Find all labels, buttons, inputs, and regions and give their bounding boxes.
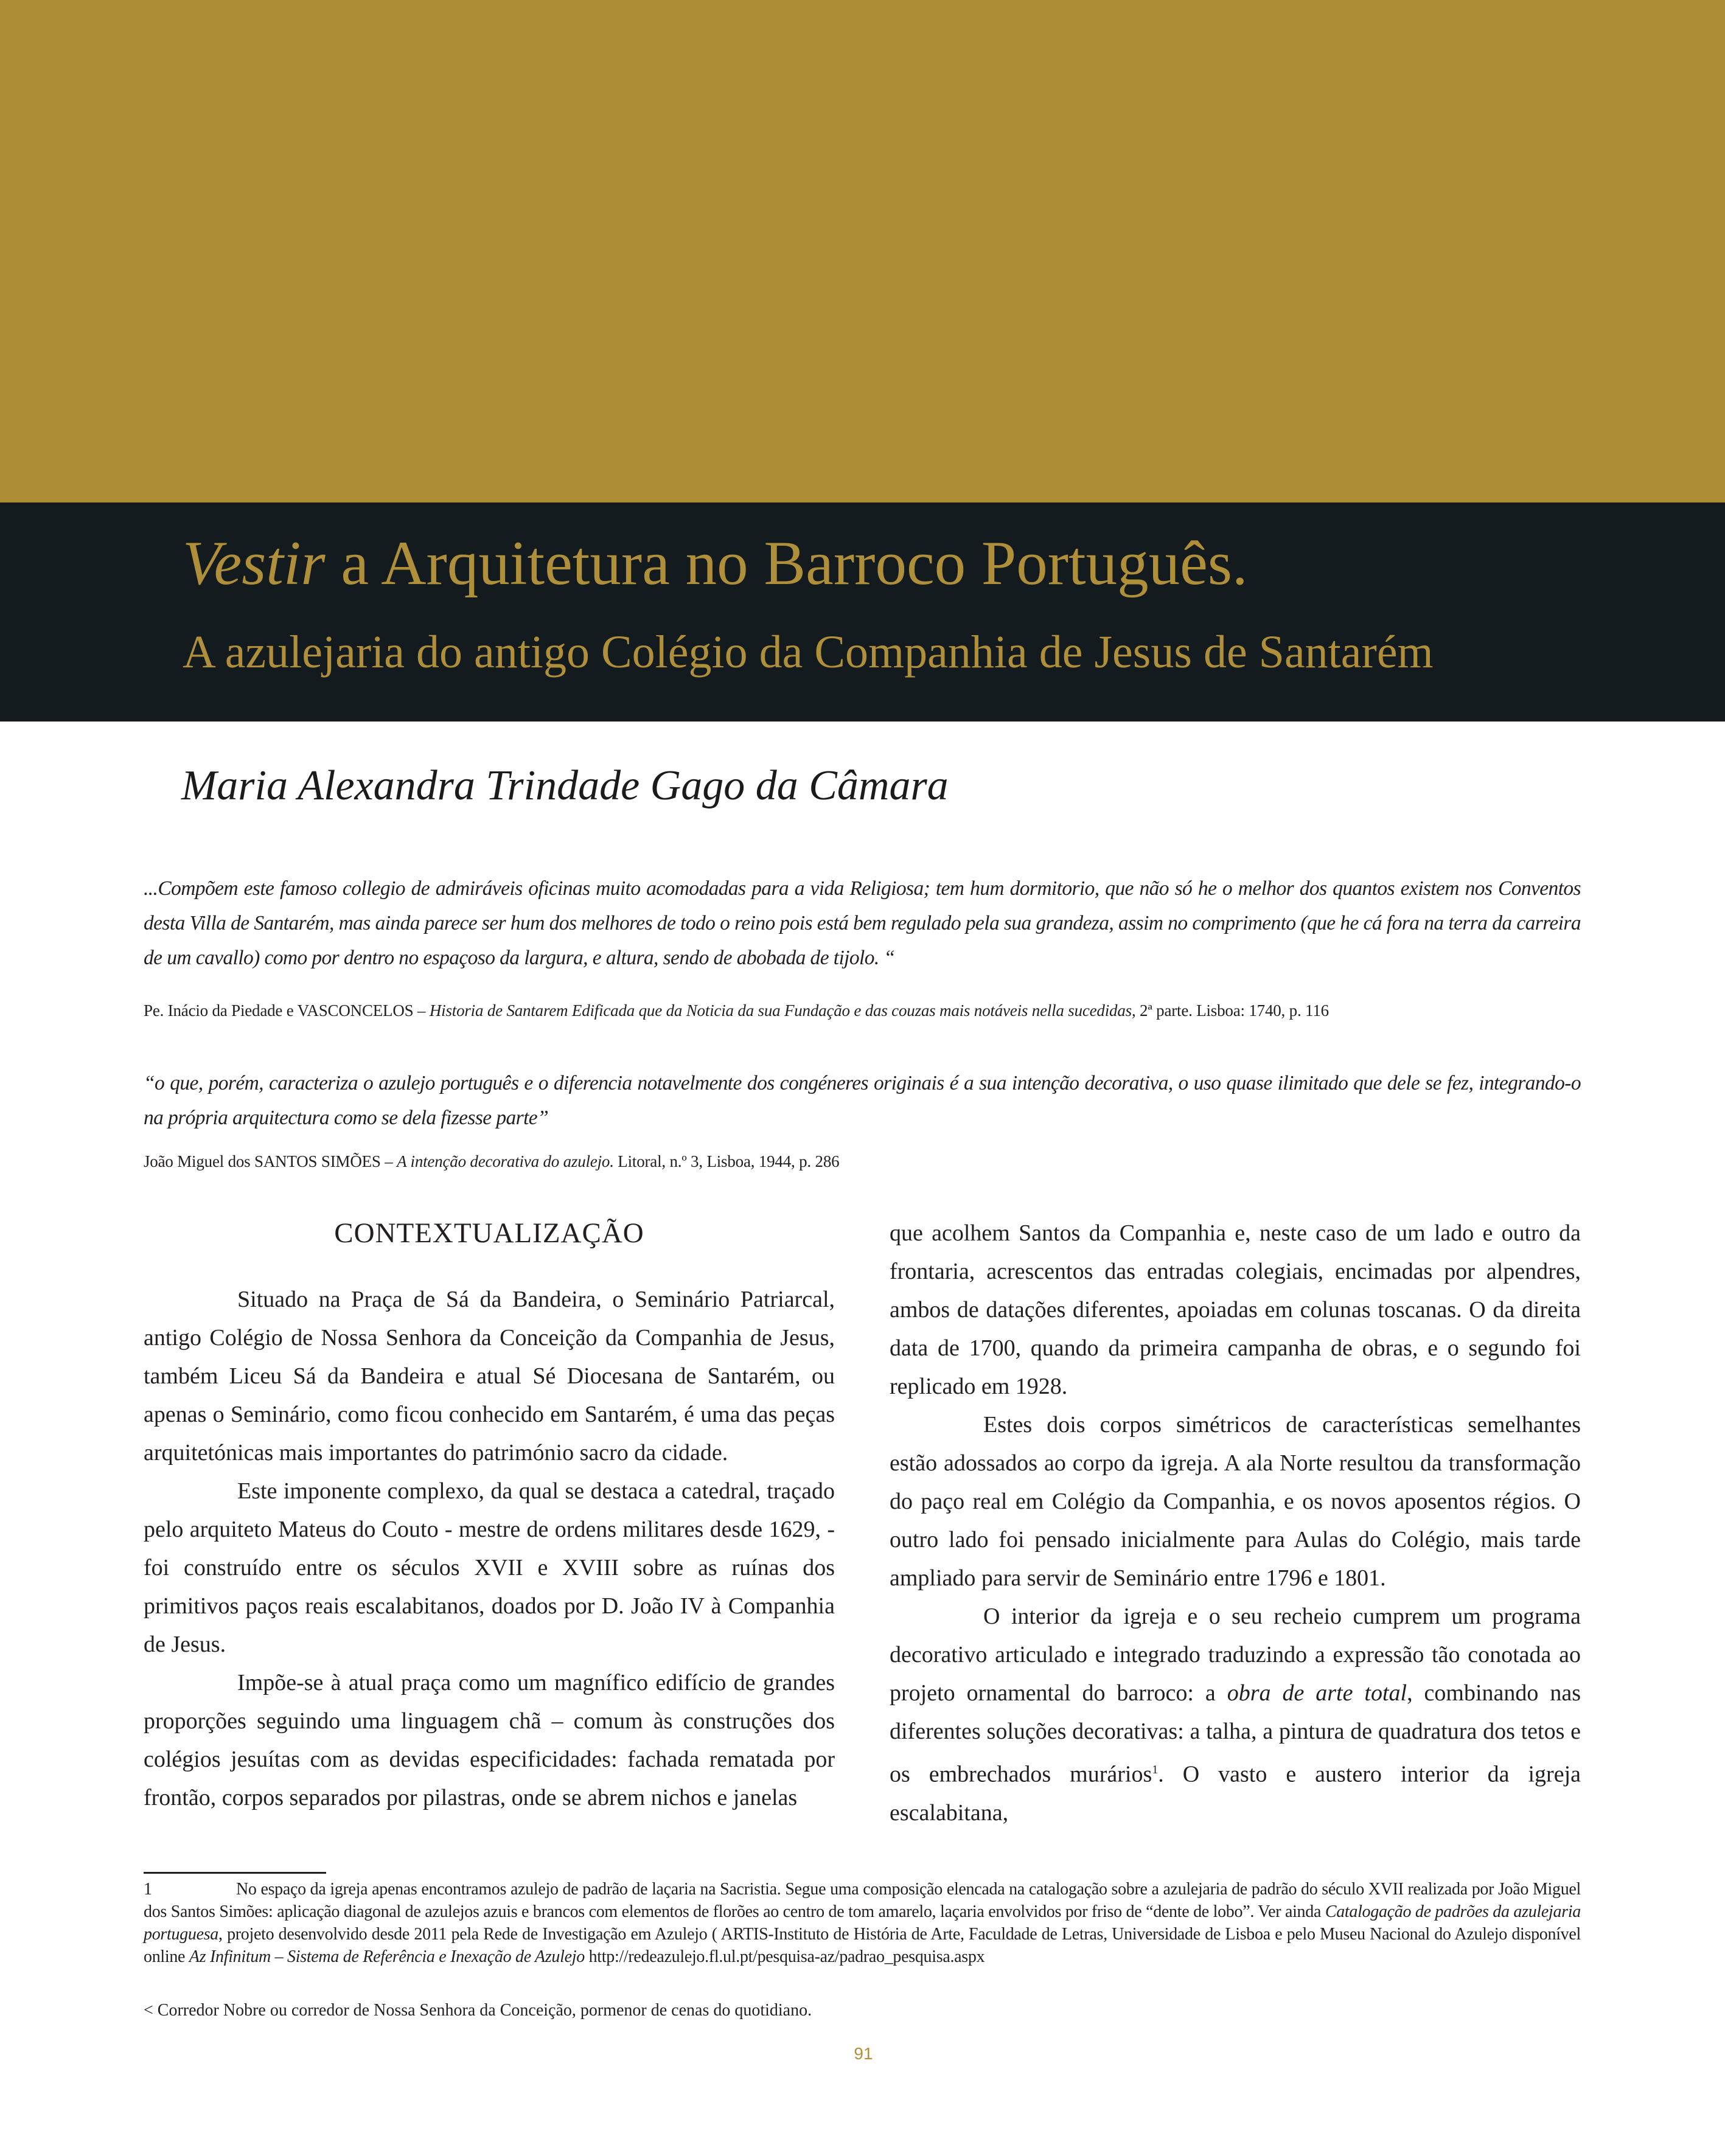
paragraph-text: . O vasto e austero interior da igreja escalabitana, [890,1761,1581,1826]
epigraph-quote-2: “o que, porém, caracteriza o azulejo português e o diferencia notavelmente dos congéneres originais é a sua intenção decorativa, o uso quase ilimitado que dele se fez, integrando-o na própria arquitectura como se dela fizesse parte” [144,1072,1581,1129]
gold-header-band [0,0,1725,502]
title-emphasis: Vestir [183,529,326,598]
epigraph-citation-1 [144,998,1581,1023]
body-paragraph: Situado na Praça de Sá da Bandeira, o Seminário Patriarcal, antigo Colégio de Nossa Senhora da Conceição da Companhia de Jesus, também Liceu Sá da Bandeira e atual Sé Diocesana de Santarém, ou apenas o Seminário, como ficou conhecido em Santarém, é uma das peças arquitetónicas mais importantes do património sacro da cidade. [144,1287,835,1466]
footnote-link[interactable]: http://redeazulejo.fl.ul.pt/pesquisa-az/padrao_pesquisa.aspx [584,1947,985,1966]
citation-author: João Miguel dos SANTOS SIMÕES – [144,1152,397,1170]
body-column-left [144,1214,835,1817]
citation-details: , 2ª parte. Lisboa: 1740, p. 116 [1131,1001,1329,1020]
body-paragraph: que acolhem Santos da Companhia e, neste caso de um lado e outro da frontaria, acrescentos das entradas colegiais, encimadas por alpendres, ambos de datações diferentes, apoiadas em colunas toscanas. O da direita data de 1700, quando da primeira campanha de obras, e o segundo foi replicado em 1928. [890,1220,1581,1399]
paragraph-text: , combinando nas diferentes soluções decorativas: a talha, a pintura de quadratura dos tetos e os embrechados murários [890,1680,1581,1787]
footnote-text: , projeto desenvolvido desde 2011 pela Rede de Investigação em Azulejo ( ARTIS-Instituto de História de Arte, Faculdade de Letras, Universidade de Lisboa e pelo Museu Nacional do Azulejo disponível online [144,1925,1581,1966]
body-paragraph: Este imponente complexo, da qual se destaca a catedral, traçado pelo arquiteto Mateus do Couto - mestre de ordens militares desde 1629, - foi construído entre os séculos XVII e XVIII sobre as ruínas dos primitivos paços reais escalabitanos, doados por D. João IV à Companhia de Jesus. [144,1478,835,1657]
body-column-right [890,1214,1581,1832]
citation-details: Litoral, n.º 3, Lisboa, 1944, p. 286 [613,1152,840,1170]
epigraph-citation-2 [144,1149,1581,1174]
footnote [144,1878,1581,1968]
footnote-emphasis: Az Infinitum – Sistema de Referência e Inexação de Azulejo [189,1947,585,1966]
author-name: Maria Alexandra Trindade Gago da Câmara [181,762,949,809]
body-paragraph [890,1598,1581,1832]
page-title [183,529,1248,598]
footnote-reference[interactable]: 1 [1152,1763,1159,1776]
paragraph-emphasis: obra de arte total [1227,1680,1407,1706]
figure-caption: < Corredor Nobre ou corredor de Nossa Senhora da Conceição, pormenor de cenas do quotidiano. [144,2001,812,2020]
paragraph-text: O interior da igreja e o seu recheio cumprem um programa decorativo articulado e integrado traduzindo a expressão tão conotada ao projeto ornamental do barroco: a [890,1604,1581,1706]
footnote-emphasis: Catalogação de padrões da azulejaria portuguesa [144,1902,1581,1944]
section-heading: CONTEXTUALIZAÇÃO [334,1217,644,1249]
epigraph-quote-1: ...Compõem este famoso collegio de admiráveis oficinas muito acomodadas para a vida Religiosa; tem hum dormitorio, que não só he o melhor dos quantos existem nos Conventos desta Villa de Santarém, mas ainda parece ser hum dos melhores de todo o reino pois está bem regulado pela sua grandeza, assim no comprimento (que he cá fora na terra da carreira de um cavallo) como por dentro no espaçoso da largura, e altura, sendo de abobada de tijolo. “ [144,877,1581,969]
footnote-divider [144,1872,326,1874]
citation-work: Historia de Santarem Edificada que da Noticia da sua Fundação e das couzas mais notáveis nella sucedidas [429,1001,1132,1020]
title-rest: a Arquitetura no Barroco Português. [325,529,1248,598]
body-paragraph: Estes dois corpos simétricos de características semelhantes estão adossados ao corpo da igreja. A ala Norte resultou da transformação do paço real em Colégio da Companhia, e os novos aposentos régios. O outro lado foi pensado inicialmente para Aulas do Colégio, mais tarde ampliado para servir de Seminário entre 1796 e 1801. [890,1412,1581,1591]
footnote-number: 1 [144,1880,152,1899]
page-number: 91 [854,2044,873,2063]
citation-work: A intenção decorativa do azulejo. [397,1152,614,1170]
footnote-text: No espaço da igreja apenas encontramos azulejo de padrão de laçaria na Sacristia. Segue uma composição elencada na catalogação sobre a azulejaria de padrão do século XVII realizada por João Miguel dos Santos Simões: aplicação diagonal de azulejos azuis e brancos com elementos de florões ao centro de tom amarelo, laçaria envolvidos por friso de “dente de lobo”. Ver ainda [144,1880,1581,1921]
body-paragraph: Impõe-se à atual praça como um magnífico edifício de grandes proporções seguindo uma linguagem chã – comum às construções dos colégios jesuítas com as devidas especificidades: fachada rematada por frontão, corpos separados por pilastras, onde se abrem nichos e janelas [144,1670,835,1810]
citation-author: Pe. Inácio da Piedade e VASCONCELOS – [144,1001,430,1020]
page-subtitle: A azulejaria do antigo Colégio da Companhia de Jesus de Santarém [183,627,1434,678]
